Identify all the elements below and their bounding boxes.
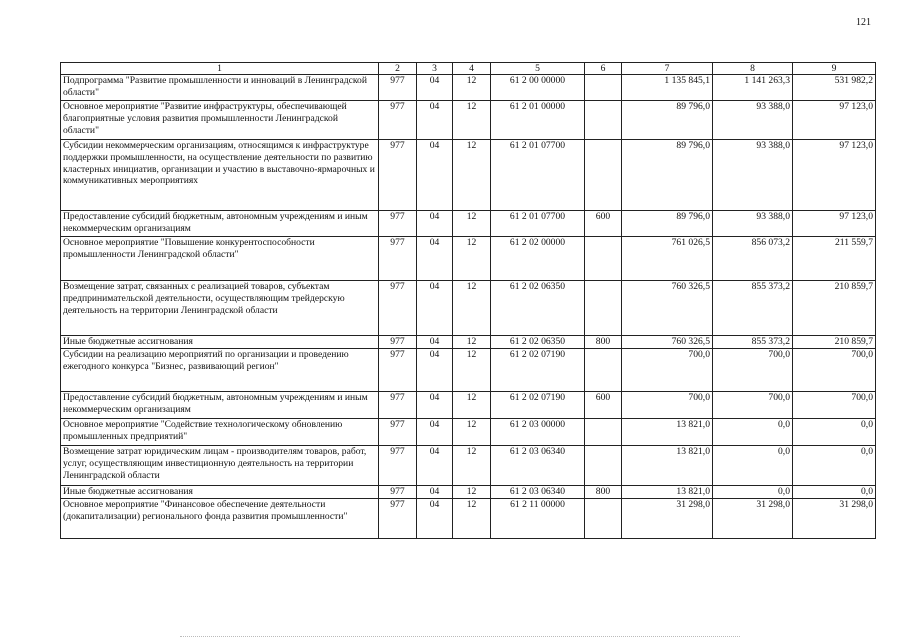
cell-expense-type: 800 [585,486,622,499]
cell-expense-type [585,281,622,336]
table-row [61,392,876,419]
cell-section: 04 [417,211,453,237]
cell-subsection: 12 [453,419,491,446]
cell-amount-9: 700,0 [793,392,876,419]
cell-section: 04 [417,140,453,211]
cell-target-code: 61 2 02 06350 [491,336,585,349]
cell-ministry: 977 [379,336,417,349]
cell-amount-9: 97 123,0 [793,140,876,211]
row-name: Основное мероприятие "Развитие инфраструктуры, обеспечивающей благоприятные условия развития промышленности Ленинградской области" [61,101,379,140]
header-cell: 8 [713,63,793,75]
cell-amount-8: 855 373,2 [713,281,793,336]
header-cell: 9 [793,63,876,75]
cell-section: 04 [417,336,453,349]
cell-ministry: 977 [379,392,417,419]
table-row [61,140,876,211]
cell-ministry: 977 [379,446,417,486]
cell-subsection: 12 [453,486,491,499]
row-name: Основное мероприятие "Содействие технологическому обновлению промышленных предприятий" [61,419,379,446]
cell-expense-type [585,349,622,392]
row-name: Основное мероприятие "Повышение конкурентоспособности промышленности Ленинградской области" [61,237,379,281]
cell-section: 04 [417,419,453,446]
cell-ministry: 977 [379,486,417,499]
cell-ministry: 977 [379,140,417,211]
header-row [61,63,876,75]
row-name: Предоставление субсидий бюджетным, автономным учреждениям и иным некоммерческим организациям [61,211,379,237]
table-row [61,446,876,486]
table-row [61,211,876,237]
table-row [61,349,876,392]
header-cell: 4 [453,63,491,75]
table-row [61,281,876,336]
page-number: 121 [856,17,871,28]
cell-ministry: 977 [379,499,417,539]
cell-amount-7: 760 326,5 [622,336,713,349]
cell-subsection: 12 [453,446,491,486]
cell-subsection: 12 [453,140,491,211]
cell-amount-9: 31 298,0 [793,499,876,539]
cell-amount-9: 211 559,7 [793,237,876,281]
cell-expense-type [585,237,622,281]
table-row [61,101,876,140]
cell-section: 04 [417,75,453,101]
cell-amount-8: 93 388,0 [713,140,793,211]
cell-target-code: 61 2 02 07190 [491,392,585,419]
cell-expense-type [585,75,622,101]
cell-amount-8: 31 298,0 [713,499,793,539]
cell-amount-9: 97 123,0 [793,211,876,237]
cell-expense-type: 600 [585,211,622,237]
cell-expense-type [585,140,622,211]
header-cell: 5 [491,63,585,75]
table-row [61,336,876,349]
cell-target-code: 61 2 11 00000 [491,499,585,539]
cell-subsection: 12 [453,392,491,419]
cell-amount-9: 700,0 [793,349,876,392]
cell-expense-type: 800 [585,336,622,349]
cell-target-code: 61 2 00 00000 [491,75,585,101]
cell-target-code: 61 2 03 06340 [491,446,585,486]
cell-amount-7: 760 326,5 [622,281,713,336]
cell-amount-8: 700,0 [713,349,793,392]
cell-subsection: 12 [453,499,491,539]
cell-expense-type: 600 [585,392,622,419]
cell-target-code: 61 2 01 07700 [491,211,585,237]
cell-target-code: 61 2 03 00000 [491,419,585,446]
cell-subsection: 12 [453,211,491,237]
cell-amount-7: 31 298,0 [622,499,713,539]
cell-amount-8: 700,0 [713,392,793,419]
cell-amount-8: 0,0 [713,446,793,486]
cell-target-code: 61 2 03 06340 [491,486,585,499]
cell-ministry: 977 [379,237,417,281]
cell-amount-8: 0,0 [713,419,793,446]
header-cell: 3 [417,63,453,75]
cell-section: 04 [417,499,453,539]
row-name: Субсидии на реализацию мероприятий по организации и проведению ежегодного конкурса "Бизнес, развивающий регион" [61,349,379,392]
cell-amount-9: 0,0 [793,486,876,499]
cell-amount-7: 89 796,0 [622,211,713,237]
cell-section: 04 [417,392,453,419]
header-cell: 7 [622,63,713,75]
table-row [61,499,876,539]
cell-amount-9: 97 123,0 [793,101,876,140]
row-name: Иные бюджетные ассигнования [61,486,379,499]
cell-amount-8: 855 373,2 [713,336,793,349]
cell-amount-7: 89 796,0 [622,140,713,211]
cell-amount-8: 856 073,2 [713,237,793,281]
cell-target-code: 61 2 01 00000 [491,101,585,140]
cell-amount-7: 13 821,0 [622,486,713,499]
cell-ministry: 977 [379,211,417,237]
table-row [61,419,876,446]
scan-edge-line [180,636,740,637]
cell-subsection: 12 [453,281,491,336]
budget-table [60,62,876,539]
cell-target-code: 61 2 02 07190 [491,349,585,392]
cell-amount-9: 0,0 [793,419,876,446]
header-cell: 1 [61,63,379,75]
cell-target-code: 61 2 01 07700 [491,140,585,211]
cell-ministry: 977 [379,75,417,101]
cell-subsection: 12 [453,349,491,392]
row-name: Иные бюджетные ассигнования [61,336,379,349]
row-name: Возмещение затрат, связанных с реализацией товаров, субъектам предпринимательской деятельности, осуществляющим трейдерскую деятельность на территории Ленинградской области [61,281,379,336]
cell-ministry: 977 [379,101,417,140]
cell-amount-7: 13 821,0 [622,419,713,446]
cell-section: 04 [417,446,453,486]
cell-amount-7: 761 026,5 [622,237,713,281]
cell-amount-9: 210 859,7 [793,336,876,349]
cell-amount-9: 210 859,7 [793,281,876,336]
row-name: Субсидии некоммерческим организациям, относящимся к инфраструктуре поддержки промышленности, на осуществление деятельности по развитию кластерных инициатив, организации и участию в выставочно-ярмарочных и коммуникативных мероприятиях [61,140,379,211]
table-row [61,237,876,281]
row-name: Возмещение затрат юридическим лицам - производителям товаров, работ, услуг, осуществляющим инвестиционную деятельность на территории Ленинградской области [61,446,379,486]
cell-section: 04 [417,101,453,140]
cell-amount-8: 0,0 [713,486,793,499]
cell-ministry: 977 [379,419,417,446]
row-name: Предоставление субсидий бюджетным, автономным учреждениям и иным некоммерческим организациям [61,392,379,419]
cell-ministry: 977 [379,349,417,392]
cell-section: 04 [417,237,453,281]
cell-subsection: 12 [453,237,491,281]
header-cell: 2 [379,63,417,75]
cell-subsection: 12 [453,101,491,140]
cell-amount-7: 700,0 [622,349,713,392]
row-name: Основное мероприятие "Финансовое обеспечение деятельности (докапитализации) регионального фонда развития промышленности" [61,499,379,539]
table-row [61,486,876,499]
cell-section: 04 [417,486,453,499]
cell-amount-7: 1 135 845,1 [622,75,713,101]
cell-target-code: 61 2 02 06350 [491,281,585,336]
header-cell: 6 [585,63,622,75]
cell-target-code: 61 2 02 00000 [491,237,585,281]
cell-subsection: 12 [453,75,491,101]
row-name: Подпрограмма "Развитие промышленности и инноваций в Ленинградской области" [61,75,379,101]
cell-amount-7: 13 821,0 [622,446,713,486]
cell-expense-type [585,499,622,539]
cell-amount-9: 0,0 [793,446,876,486]
table-row [61,75,876,101]
cell-amount-9: 531 982,2 [793,75,876,101]
cell-subsection: 12 [453,336,491,349]
cell-expense-type [585,101,622,140]
cell-section: 04 [417,281,453,336]
cell-expense-type [585,419,622,446]
cell-amount-7: 700,0 [622,392,713,419]
cell-ministry: 977 [379,281,417,336]
cell-amount-8: 93 388,0 [713,101,793,140]
cell-amount-8: 93 388,0 [713,211,793,237]
cell-section: 04 [417,349,453,392]
cell-expense-type [585,446,622,486]
cell-amount-7: 89 796,0 [622,101,713,140]
cell-amount-8: 1 141 263,3 [713,75,793,101]
